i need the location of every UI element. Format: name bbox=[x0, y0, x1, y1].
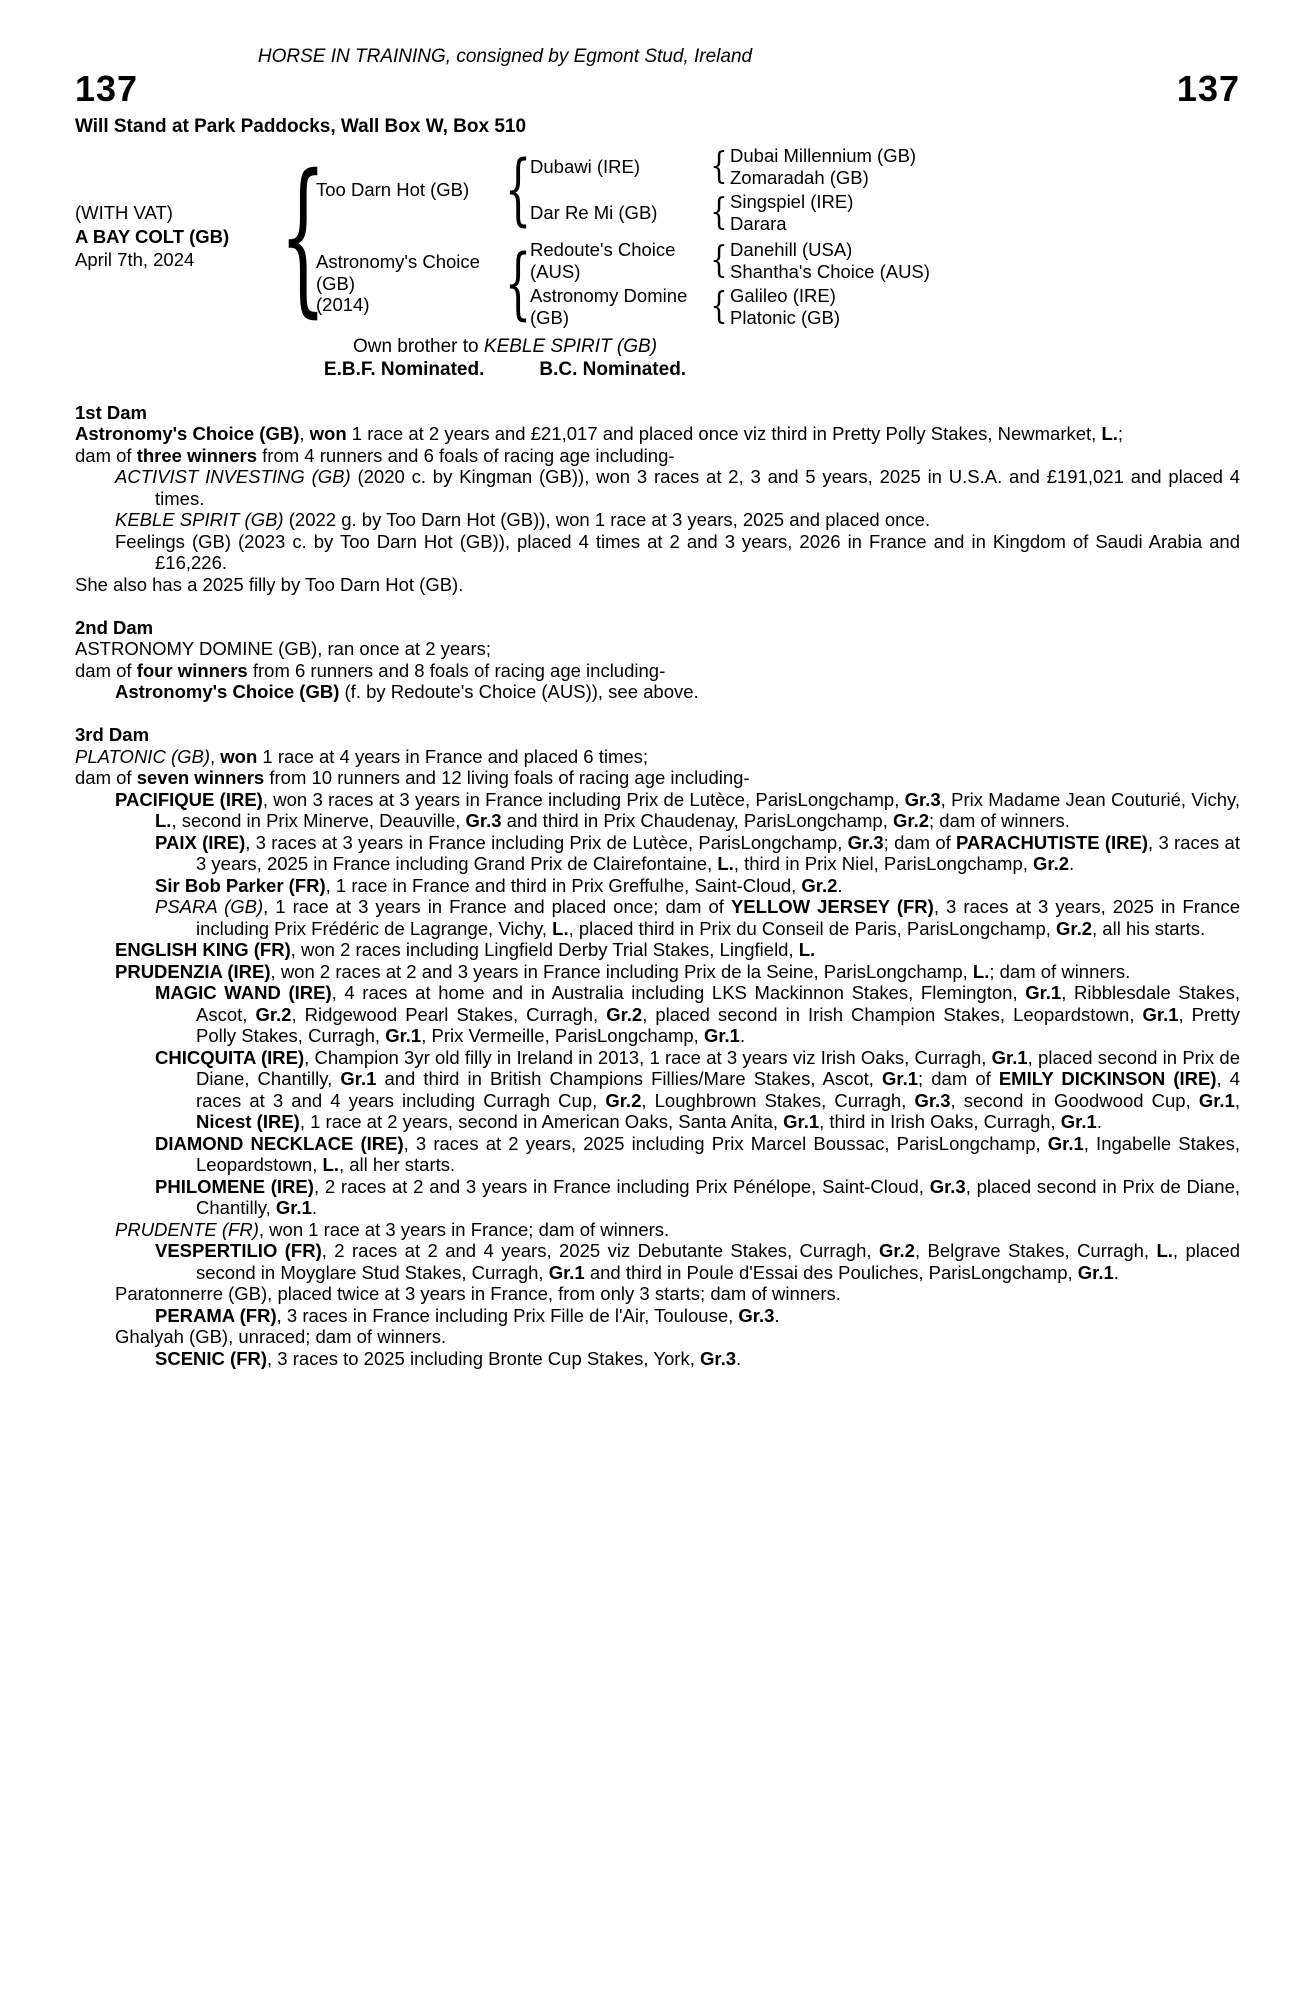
pedigree-paragraph bbox=[75, 509, 1240, 531]
pedigree-paragraph bbox=[75, 789, 1240, 832]
lot-number-left: 137 bbox=[75, 67, 139, 109]
text-run: DIAMOND NECKLACE (IRE) bbox=[155, 1132, 404, 1154]
text-run: . bbox=[1113, 1261, 1119, 1283]
text-run: , bbox=[1234, 1089, 1240, 1111]
text-run: , won 2 races at 2 and 3 years in France including Prix de la Seine, ParisLongchamp, bbox=[270, 960, 973, 982]
text-run: Gr.2 bbox=[605, 1089, 642, 1111]
text-run: , second in Goodwood Cup, bbox=[950, 1089, 1199, 1111]
text-run: , 3 races at 3 years in France including Prix de Lutèce, ParisLongchamp, bbox=[245, 831, 848, 853]
text-run: , 1 race in France and third in Prix Greffulhe, Saint-Cloud, bbox=[325, 874, 802, 896]
text-run: three winners bbox=[136, 444, 257, 466]
gen3-name: Shantha's Choice (AUS) bbox=[730, 260, 930, 282]
pedigree-paragraph bbox=[75, 1240, 1240, 1283]
sire-dam-branch bbox=[530, 191, 916, 234]
dam-name bbox=[316, 239, 506, 328]
text-run: Paratonnerre (GB), placed twice at 3 years in France, from only 3 starts; dam of winners. bbox=[115, 1283, 841, 1304]
text-run: PRUDENZIA (IRE) bbox=[115, 960, 271, 982]
text-run: Sir Bob Parker (FR) bbox=[155, 874, 326, 896]
text-run: from 6 runners and 8 foals of racing age including- bbox=[247, 659, 666, 681]
text-run: . bbox=[311, 1197, 317, 1218]
text-run: Gr.2 bbox=[878, 1240, 915, 1261]
text-run: , all his starts. bbox=[1092, 917, 1206, 939]
text-run: , third in Prix Niel, ParisLongchamp, bbox=[733, 853, 1034, 874]
text-run: Gr.3 bbox=[738, 1304, 775, 1326]
text-run: , 3 races at 3 years, 2025 in France including Prix Frédéric de Lagrange, Vichy, bbox=[196, 896, 1240, 939]
text-run: , 2 races at 2 and 4 years, 2025 viz Debutante Stakes, Curragh, bbox=[321, 1240, 879, 1261]
pedigree-paragraph bbox=[75, 961, 1240, 983]
text-run: KEBLE SPIRIT (GB) bbox=[483, 336, 658, 357]
text-run: . bbox=[736, 1347, 742, 1369]
text-run: ; dam of winners. bbox=[929, 810, 1070, 831]
pedigree-paragraph bbox=[75, 638, 1240, 660]
text-run: Gr.2 bbox=[255, 1003, 292, 1025]
text-run: , Belgrave Stakes, Curragh, bbox=[914, 1240, 1157, 1261]
text-run: and third in Prix Chaudenay, ParisLongchamp, bbox=[501, 810, 893, 831]
text-run: L. bbox=[155, 810, 172, 831]
pedigree-paragraph bbox=[75, 1219, 1240, 1241]
text-run: Astronomy's Choice (GB) bbox=[115, 681, 340, 702]
nominations-line bbox=[75, 359, 935, 381]
text-run: VESPERTILIO (FR) bbox=[155, 1240, 322, 1261]
sire-dam-brace-icon: { bbox=[710, 191, 728, 234]
text-run: PRUDENTE (FR) bbox=[115, 1218, 259, 1240]
text-run: ASTRONOMY DOMINE (GB), ran once at 2 years; bbox=[75, 638, 492, 659]
text-run: 1 race at 2 years and £21,017 and placed once viz third in Pretty Polly Stakes, Newmarket, bbox=[346, 423, 1102, 444]
text-run: L. bbox=[717, 853, 734, 874]
text-run: from 4 runners and 6 foals of racing age including- bbox=[257, 444, 675, 466]
sire-gen2-brace-icon: { bbox=[504, 143, 532, 234]
pedigree-generations bbox=[316, 145, 930, 328]
pedigree-paragraph bbox=[75, 939, 1240, 961]
text-run: , Loughbrown Stakes, Curragh, bbox=[641, 1089, 915, 1111]
text-run: , Ridgewood Pearl Stakes, Curragh, bbox=[291, 1003, 607, 1025]
text-run: , placed second in Prix de Diane, Chantilly, bbox=[196, 1046, 1240, 1089]
text-run: ; bbox=[1117, 423, 1124, 444]
pedigree-paragraph bbox=[75, 1348, 1240, 1370]
sire-dam-gen3 bbox=[730, 191, 853, 234]
text-run: , Champion 3yr old filly in Ireland in 2013, 1 race at 3 years viz Irish Oaks, Curragh, bbox=[304, 1046, 992, 1068]
pedigree-paragraph bbox=[75, 1133, 1240, 1176]
text-run: , 4 races at 3 and 4 years including Curragh Cup, bbox=[196, 1068, 1240, 1111]
text-run: Gr.3 bbox=[914, 1089, 951, 1111]
text-run: , 2 races at 2 and 3 years in France including Prix Pénélope, Saint-Cloud, bbox=[313, 1175, 930, 1197]
text-run: Gr.1 bbox=[385, 1025, 422, 1046]
text-run: Astronomy's Choice (GB) bbox=[75, 423, 300, 444]
text-run: and third in British Champions Fillies/Mare Stakes, Ascot, bbox=[376, 1068, 883, 1089]
text-run: PHILOMENE (IRE) bbox=[155, 1175, 314, 1197]
text-run: and third in Poule d'Essai des Pouliches, ParisLongchamp, bbox=[584, 1261, 1078, 1283]
section-heading: 3rd Dam bbox=[75, 724, 150, 745]
text-run: won bbox=[220, 745, 258, 767]
text-run: , bbox=[299, 423, 310, 444]
foaling-date: April 7th, 2024 bbox=[75, 249, 195, 271]
text-run: , placed third in Prix du Conseil de Paris, ParisLongchamp, bbox=[568, 917, 1057, 939]
text-run: Gr.1 bbox=[783, 1111, 820, 1132]
text-run: PACIFIQUE (IRE) bbox=[115, 788, 263, 810]
pedigree-table bbox=[75, 139, 1240, 334]
text-run: , bbox=[210, 745, 221, 767]
text-run: Gr.1 bbox=[1198, 1089, 1235, 1111]
text-run: Gr.2 bbox=[1056, 917, 1093, 939]
dam-sire-branch bbox=[530, 239, 930, 282]
ebf-nominated: E.B.F. Nominated. bbox=[323, 358, 485, 380]
text-run: , all her starts. bbox=[338, 1154, 456, 1175]
text-run: PAIX (IRE) bbox=[155, 831, 246, 853]
text-run: dam of bbox=[75, 767, 137, 788]
colt-details bbox=[75, 145, 290, 328]
sire-dam-name-text: Dar Re Mi (GB) bbox=[530, 201, 658, 223]
lot-number-row bbox=[75, 67, 1240, 109]
pedigree-paragraph bbox=[75, 1047, 1240, 1133]
text-run: L. bbox=[1156, 1240, 1173, 1261]
sire-name-text: Too Darn Hot (GB) bbox=[316, 178, 470, 200]
sire-sire-name bbox=[530, 145, 708, 188]
text-run: Gr.1 bbox=[1142, 1003, 1179, 1025]
dam-sire-gen3 bbox=[730, 239, 930, 282]
dam-sire-name bbox=[530, 239, 708, 282]
pedigree-paragraph bbox=[75, 681, 1240, 703]
dam-name-text: Astronomy's Choice (GB) bbox=[316, 251, 480, 294]
text-run: L. bbox=[1101, 423, 1118, 444]
pedigree-paragraph bbox=[75, 660, 1240, 682]
text-run: L. bbox=[798, 939, 816, 960]
text-run: Gr.1 bbox=[1060, 1111, 1097, 1132]
text-run: . bbox=[774, 1304, 780, 1326]
section-heading: 1st Dam bbox=[75, 401, 147, 423]
text-run: . bbox=[837, 874, 843, 896]
text-run: L. bbox=[322, 1154, 339, 1175]
text-run: , 3 races at 3 years, 2025 in France including Grand Prix de Clairefontaine, bbox=[196, 831, 1240, 874]
text-run: , placed second in Moyglare Stud Stakes, Curragh, bbox=[196, 1240, 1240, 1283]
text-run: KEBLE SPIRIT (GB) bbox=[115, 509, 284, 530]
sire-dam-name bbox=[530, 191, 708, 234]
pedigree-paragraph bbox=[75, 1176, 1240, 1219]
dam-dam-name bbox=[530, 285, 708, 328]
text-run: Gr.3 bbox=[465, 810, 502, 831]
horse-name: A BAY COLT (GB) bbox=[75, 225, 230, 247]
pedigree-paragraph bbox=[75, 1283, 1240, 1305]
dam-dam-brace-icon: { bbox=[710, 285, 728, 328]
text-run: won bbox=[309, 423, 347, 444]
pedigree-paragraph bbox=[75, 445, 1240, 467]
dam-gen2-brace-icon: { bbox=[504, 237, 532, 328]
text-run: , won 3 races at 3 years in France including Prix de Lutèce, ParisLongchamp, bbox=[262, 788, 905, 810]
text-run: PARACHUTISTE (IRE) bbox=[956, 831, 1149, 853]
text-run: , won 2 races including Lingfield Derby Trial Stakes, Lingfield, bbox=[290, 939, 799, 960]
pedigree-paragraph bbox=[75, 875, 1240, 897]
pedigree-paragraph bbox=[75, 832, 1240, 875]
text-run: ENGLISH KING (FR) bbox=[115, 939, 291, 960]
text-run: She also has a 2025 filly by Too Darn Hot (GB). bbox=[75, 573, 464, 595]
text-run: . bbox=[739, 1025, 746, 1046]
dam-dam-name-text: Astronomy Domine (GB) bbox=[530, 285, 688, 328]
sire-sire-branch bbox=[530, 145, 916, 188]
pedigree-paragraph bbox=[75, 767, 1240, 789]
gen1-brace-icon: { bbox=[279, 139, 327, 334]
text-run: , Ingabelle Stakes, Leopardstown, bbox=[196, 1132, 1240, 1175]
text-run: , 4 races at home and in Australia including LKS Mackinnon Stakes, Flemington, bbox=[331, 982, 1026, 1003]
text-run: SCENIC (FR) bbox=[155, 1347, 268, 1369]
sire-sire-brace-icon: { bbox=[710, 145, 728, 188]
text-run: , 1 race at 2 years, second in American Oaks, Santa Anita, bbox=[299, 1111, 784, 1132]
vat-note: (WITH VAT) bbox=[75, 202, 173, 224]
dam-dam-gen3 bbox=[730, 285, 840, 328]
header-center-zone bbox=[75, 46, 935, 68]
gen3-name: Singspiel (IRE) bbox=[730, 191, 854, 212]
text-run: Gr.2 bbox=[893, 810, 929, 831]
text-run: Gr.1 bbox=[548, 1261, 585, 1283]
gen3-name: Galileo (IRE) bbox=[730, 285, 836, 306]
stand-location: Will Stand at Park Paddocks, Wall Box W, Box 510 bbox=[75, 115, 527, 137]
text-run: seven winners bbox=[136, 767, 265, 788]
text-run: 1 race at 4 years in France and placed 6 times; bbox=[257, 745, 649, 767]
text-run: Ghalyah (GB), unraced; dam of winners. bbox=[115, 1326, 447, 1347]
text-run: Gr.1 bbox=[1077, 1261, 1114, 1283]
text-run: PERAMA (FR) bbox=[155, 1304, 277, 1326]
dam-branch bbox=[316, 239, 930, 328]
gen3-name: Zomaradah (GB) bbox=[730, 166, 869, 188]
pedigree-paragraph bbox=[75, 896, 1240, 939]
text-run: , Prix Madame Jean Couturié, Vichy, bbox=[940, 788, 1240, 810]
text-run: , Pretty Polly Stakes, Curragh, bbox=[196, 1003, 1240, 1046]
dam-sections bbox=[75, 402, 1240, 1370]
text-run: Gr.1 bbox=[991, 1046, 1028, 1068]
sire-gen2-column bbox=[530, 145, 916, 234]
text-run: Nicest (IRE) bbox=[196, 1111, 300, 1132]
text-run: Gr.3 bbox=[847, 831, 884, 853]
pedigree-paragraph bbox=[75, 466, 1240, 509]
gen3-name: Platonic (GB) bbox=[730, 306, 841, 328]
text-run: . bbox=[1096, 1111, 1102, 1132]
text-run: Gr.1 bbox=[1025, 982, 1062, 1003]
sire-branch bbox=[316, 145, 930, 234]
text-run: , 3 races in France including Prix Fille de l'Air, Toulouse, bbox=[276, 1304, 739, 1326]
text-run: Feelings (GB) (2023 c. by Too Darn Hot (GB)), placed 4 times at 2 and 3 years, 2026 in France and in Kingdom of Saudi Arabia and £16,226. bbox=[115, 530, 1240, 573]
text-run: , won 1 race at 3 years in France; dam of winners. bbox=[258, 1218, 670, 1240]
text-run: dam of bbox=[75, 444, 137, 466]
text-run: ; dam of bbox=[883, 831, 957, 853]
pedigree-paragraph bbox=[75, 982, 1240, 1047]
text-run: EMILY DICKINSON (IRE) bbox=[998, 1068, 1217, 1089]
text-run: PSARA (GB) bbox=[155, 896, 264, 917]
text-run: Gr.3 bbox=[700, 1347, 736, 1369]
bc-nominated: B.C. Nominated. bbox=[539, 358, 687, 380]
text-run: . bbox=[1069, 853, 1075, 874]
text-run: Gr.2 bbox=[1033, 853, 1070, 874]
text-run: , placed second in Irish Champion Stakes, Leopardstown, bbox=[642, 1003, 1143, 1025]
text-run: , Ribblesdale Stakes, Ascot, bbox=[196, 982, 1240, 1025]
text-run: Gr.2 bbox=[606, 1003, 643, 1025]
text-run: , 3 races to 2025 including Bronte Cup Stakes, York, bbox=[267, 1347, 700, 1369]
sire-name bbox=[316, 145, 506, 234]
text-run: Gr.2 bbox=[801, 874, 838, 896]
pedigree-paragraph bbox=[75, 423, 1240, 445]
dam-sire-name-text: Redoute's Choice (AUS) bbox=[530, 239, 676, 282]
lot-number-right: 137 bbox=[1176, 67, 1240, 109]
text-run: PLATONIC (GB) bbox=[75, 745, 211, 767]
dam-dam-branch bbox=[530, 285, 930, 328]
text-run: L. bbox=[552, 917, 569, 939]
text-run: Own brother to bbox=[352, 336, 484, 357]
consignor-line: HORSE IN TRAINING, consigned by Egmont Stud, Ireland bbox=[257, 46, 753, 67]
sire-sire-gen3 bbox=[730, 145, 916, 188]
text-run: from 10 runners and 12 living foals of racing age including- bbox=[264, 767, 750, 788]
text-run: YELLOW JERSEY (FR) bbox=[730, 896, 934, 917]
pedigree-paragraph bbox=[75, 574, 1240, 596]
text-run: , placed second in Prix de Diane, Chantilly, bbox=[196, 1175, 1241, 1218]
text-run: (2022 g. by Too Darn Hot (GB)), won 1 race at 3 years, 2025 and placed once. bbox=[283, 509, 931, 530]
text-run: Gr.1 bbox=[340, 1068, 377, 1089]
text-run: , Prix Vermeille, ParisLongchamp, bbox=[421, 1025, 704, 1046]
text-run: MAGIC WAND (IRE) bbox=[155, 982, 332, 1003]
dam-gen2-column bbox=[530, 239, 930, 328]
text-run: , second in Prix Minerve, Deauville, bbox=[171, 810, 466, 831]
dam-sire-brace-icon: { bbox=[710, 239, 728, 282]
pedigree-paragraph bbox=[75, 746, 1240, 768]
gen3-name: Danehill (USA) bbox=[730, 239, 853, 260]
text-run: four winners bbox=[136, 659, 248, 681]
gen3-name: Dubai Millennium (GB) bbox=[730, 145, 917, 166]
text-run: Gr.1 bbox=[882, 1068, 919, 1089]
text-run: (f. by Redoute's Choice (AUS)), see above. bbox=[339, 681, 699, 702]
dam-year-text: (2014) bbox=[316, 294, 370, 316]
text-run: CHICQUITA (IRE) bbox=[155, 1046, 305, 1068]
text-run: ; dam of winners. bbox=[989, 960, 1131, 982]
text-run: ; dam of bbox=[918, 1068, 999, 1089]
text-run: (2020 c. by Kingman (GB)), won 3 races at 2, 3 and 5 years, 2025 in U.S.A. and £191,021 and placed 4 times. bbox=[155, 466, 1240, 509]
text-run: Gr.3 bbox=[929, 1175, 966, 1197]
text-run: Gr.1 bbox=[275, 1197, 312, 1218]
text-run: Gr.1 bbox=[1047, 1132, 1084, 1154]
pedigree-paragraph bbox=[75, 531, 1240, 574]
sire-sire-name-text: Dubawi (IRE) bbox=[530, 155, 640, 177]
gen3-name: Darara bbox=[730, 212, 787, 234]
text-run: Gr.3 bbox=[904, 788, 941, 810]
text-run: ACTIVIST INVESTING (GB) bbox=[115, 466, 351, 487]
pedigree-paragraph bbox=[75, 1305, 1240, 1327]
text-run: L. bbox=[972, 960, 990, 982]
text-run: , 3 races at 2 years, 2025 including Prix Marcel Boussac, ParisLongchamp, bbox=[403, 1132, 1048, 1154]
text-run: dam of bbox=[75, 659, 137, 681]
own-brother-line bbox=[75, 336, 935, 358]
notes-center-zone bbox=[75, 336, 935, 380]
section-heading: 2nd Dam bbox=[75, 616, 154, 638]
text-run: , third in Irish Oaks, Curragh, bbox=[819, 1111, 1061, 1132]
text-run: Gr.1 bbox=[703, 1025, 740, 1046]
text-run: , 1 race at 3 years in France and placed once; dam of bbox=[263, 896, 731, 917]
pedigree-paragraph bbox=[75, 1326, 1240, 1348]
